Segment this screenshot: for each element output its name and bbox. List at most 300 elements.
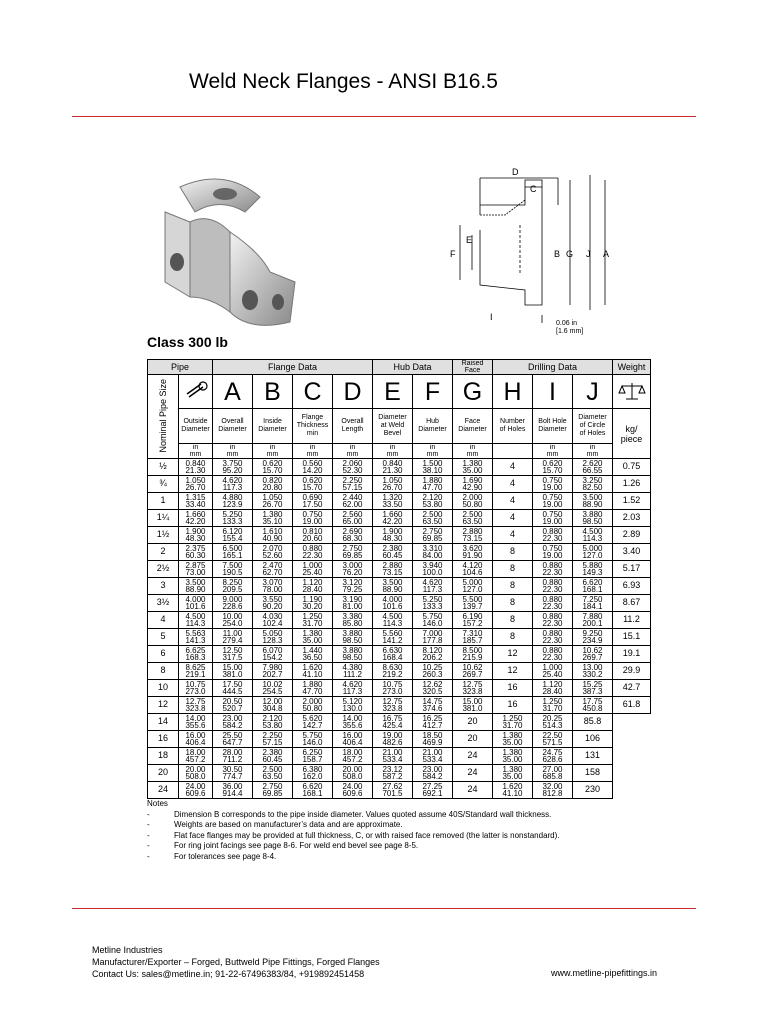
dim-d-cell <box>333 476 373 493</box>
value-in: 0.690 <box>302 492 323 502</box>
nominal-size-cell <box>148 731 179 748</box>
value-in: 1.380 <box>502 747 523 757</box>
value-in: 14.75 <box>422 696 443 706</box>
value-in: 1.120 <box>302 577 323 587</box>
value-mm: 234.9 <box>582 636 603 645</box>
value-in: 8.500 <box>462 645 483 655</box>
value-in: 2.000 <box>302 696 323 706</box>
note-item: - Dimension B corresponds to the pipe inside diameter. Values quoted assume 40S/Standard wall thickness. <box>147 809 552 819</box>
value-mm: 88.90 <box>582 500 603 509</box>
value-in: 2.380 <box>262 747 283 757</box>
value-mm: 425.4 <box>382 721 403 730</box>
dim-j-cell <box>573 561 613 578</box>
flange-3d-image <box>150 172 300 334</box>
table-row <box>148 782 651 799</box>
value-mm: 444.5 <box>222 687 243 696</box>
value-in: 0.620 <box>542 458 563 468</box>
value-mm: 508.0 <box>342 772 363 781</box>
holes-cell <box>453 748 493 765</box>
dim-j-cell <box>573 476 613 493</box>
value-in: 0.880 <box>542 645 563 655</box>
value-mm: 35.00 <box>462 466 483 475</box>
dim-c-cell <box>293 493 333 510</box>
value-mm: 40.90 <box>262 534 283 543</box>
table-row <box>148 510 651 527</box>
dim-c-cell <box>293 510 333 527</box>
desc-h <box>493 409 533 444</box>
dim-a-cell <box>213 714 253 731</box>
value-mm: 42.90 <box>462 483 483 492</box>
value-mm: 374.6 <box>422 704 443 713</box>
group-flange: Flange Data <box>213 360 373 375</box>
value-in: 7.000 <box>422 628 443 638</box>
value-in: 1.380 <box>262 509 283 519</box>
value-in: 2.620 <box>582 458 603 468</box>
holes-value: 16 <box>507 682 518 693</box>
nominal-size-value: 4 <box>160 614 166 625</box>
unit-in: in <box>192 444 199 451</box>
value-in: 2.120 <box>422 492 443 502</box>
dim-a-cell <box>213 748 253 765</box>
value-in: 15.00 <box>222 662 243 672</box>
dim-d-cell <box>333 561 373 578</box>
value-mm: 88.90 <box>382 585 403 594</box>
weight-value: 131 <box>584 750 601 761</box>
unit-cell <box>453 444 493 459</box>
value-mm: 215.9 <box>462 653 483 662</box>
dim-g-cell <box>453 561 493 578</box>
dim-d-cell <box>333 697 373 714</box>
value-in: 2.070 <box>262 543 283 553</box>
nominal-size-value: 20 <box>157 767 168 778</box>
dim-a-cell <box>213 544 253 561</box>
value-mm: 457.2 <box>185 755 206 764</box>
dim-e-cell <box>373 561 413 578</box>
holes-cell <box>493 493 533 510</box>
value-in: 2.750 <box>342 543 363 553</box>
dim-b-cell <box>253 595 293 612</box>
value-mm: 26.70 <box>185 483 206 492</box>
value-in: 7.500 <box>222 560 243 570</box>
holes-value: 8 <box>509 546 515 557</box>
column-description: of Holes <box>499 426 526 433</box>
holes-cell <box>493 561 533 578</box>
dim-b-cell <box>253 561 293 578</box>
table-row <box>148 544 651 561</box>
value-mm: 33.50 <box>382 500 403 509</box>
value-mm: 17.50 <box>302 500 323 509</box>
value-in: 2.000 <box>462 492 483 502</box>
nominal-size-value: 2 <box>160 546 166 557</box>
value-mm: 95.20 <box>222 466 243 475</box>
value-in: 5.250 <box>222 509 243 519</box>
value-mm: 330.2 <box>582 670 603 679</box>
value-in: 1.000 <box>302 560 323 570</box>
desc-e <box>373 409 413 444</box>
dim-a-cell <box>213 782 253 799</box>
dim-o-cell <box>179 629 213 646</box>
table-row <box>148 697 651 714</box>
value-mm: 101.6 <box>185 602 206 611</box>
value-in: 1.320 <box>382 492 403 502</box>
value-in: 0.620 <box>262 458 283 468</box>
value-mm: 35.00 <box>302 636 323 645</box>
value-in: 1.380 <box>462 458 483 468</box>
unit-in: in <box>349 444 356 451</box>
dim-i-cell <box>533 459 573 476</box>
value-in: 16.00 <box>342 730 363 740</box>
column-description: Hub <box>426 418 439 425</box>
value-in: 5.250 <box>422 594 443 604</box>
raised-face-note-in: 0.06 in <box>556 320 578 327</box>
nominal-size-value: 12 <box>157 699 168 710</box>
dim-e-cell <box>373 527 413 544</box>
value-in: 0.880 <box>542 628 563 638</box>
value-in: 3.190 <box>342 594 363 604</box>
dim-g-cell <box>453 578 493 595</box>
value-in: 1.000 <box>542 662 563 672</box>
dim-c-cell <box>293 544 333 561</box>
dim-a-cell <box>213 629 253 646</box>
dim-e-cell <box>373 544 413 561</box>
value-mm: 587.2 <box>382 772 403 781</box>
dim-c-cell <box>253 731 293 748</box>
value-mm: 48.30 <box>185 534 206 543</box>
dim-i-cell <box>493 714 533 731</box>
holes-value: 8 <box>509 631 515 642</box>
value-mm: 47.70 <box>422 483 443 492</box>
value-mm: 60.45 <box>382 551 403 560</box>
dim-a-cell <box>213 680 253 697</box>
value-in: 10.00 <box>222 611 243 621</box>
group-pipe: Pipe <box>148 360 213 375</box>
value-mm: 114.3 <box>185 619 206 628</box>
dim-o-cell <box>179 697 213 714</box>
holes-cell <box>493 612 533 629</box>
table-row <box>148 765 651 782</box>
dim-j-cell <box>573 612 613 629</box>
value-mm: 57.15 <box>262 738 283 747</box>
dim-i-cell <box>533 510 573 527</box>
dim-o-cell <box>179 714 213 731</box>
value-in: 30.50 <box>222 764 243 774</box>
value-in: 2.690 <box>342 526 363 536</box>
bottom-divider <box>72 908 696 909</box>
note-item: - For tolerances see page 8-4. <box>147 851 277 861</box>
unit-mm: mm <box>189 451 202 458</box>
value-mm: 76.20 <box>342 568 363 577</box>
weight-cell <box>613 646 651 663</box>
dim-b-cell <box>253 629 293 646</box>
dim-f-cell <box>413 476 453 493</box>
value-mm: 111.2 <box>343 670 362 679</box>
holes-value: 24 <box>467 767 478 778</box>
value-in: 2.880 <box>462 526 483 536</box>
nominal-size-cell <box>148 544 179 561</box>
table-row <box>148 646 651 663</box>
holes-cell <box>493 646 533 663</box>
footer-website[interactable]: www.metline-pipefittings.in <box>551 968 658 978</box>
value-mm: 15.70 <box>262 466 283 475</box>
holes-value: 8 <box>509 614 515 625</box>
value-mm: 100.0 <box>422 568 443 577</box>
dim-label-b: B <box>554 249 561 259</box>
value-in: 0.880 <box>542 594 563 604</box>
value-mm: 184.1 <box>582 602 603 611</box>
value-in: 1.250 <box>502 713 523 723</box>
value-mm: 88.90 <box>185 585 206 594</box>
value-mm: 81.00 <box>342 602 363 611</box>
value-in: 8.120 <box>422 645 443 655</box>
value-mm: 25.40 <box>542 670 563 679</box>
holes-value: 4 <box>509 461 515 472</box>
dim-j-cell <box>533 782 573 799</box>
dim-g-cell <box>453 663 493 680</box>
table-row <box>148 493 651 510</box>
value-mm: 62.70 <box>262 568 283 577</box>
value-in: 3.940 <box>422 560 443 570</box>
desc-d <box>333 409 373 444</box>
nominal-size-cell <box>148 578 179 595</box>
dim-g-cell <box>413 748 453 765</box>
value-mm: 406.4 <box>185 738 206 747</box>
dim-j-cell <box>533 748 573 765</box>
value-mm: 584.2 <box>422 772 443 781</box>
holes-cell <box>493 663 533 680</box>
dim-c-cell <box>253 782 293 799</box>
value-mm: 26.70 <box>262 500 283 509</box>
value-in: 2.060 <box>342 458 363 468</box>
value-in: 0.880 <box>542 526 563 536</box>
weight-cell <box>573 765 613 782</box>
dim-e-cell <box>373 646 413 663</box>
dim-e-cell <box>373 476 413 493</box>
weight-cell <box>613 629 651 646</box>
value-mm: 98.50 <box>342 636 363 645</box>
value-mm: 69.85 <box>422 534 443 543</box>
value-mm: 162.0 <box>302 772 323 781</box>
value-in: 6.120 <box>222 526 243 536</box>
notes-heading: Notes <box>147 799 168 808</box>
dim-f-cell <box>413 680 453 697</box>
nominal-size-cell <box>148 493 179 510</box>
value-mm: 69.85 <box>262 789 283 798</box>
value-in: 36.00 <box>222 781 243 791</box>
nominal-size-cell <box>148 612 179 629</box>
value-mm: 219.2 <box>382 670 403 679</box>
value-in: 32.00 <box>542 781 563 791</box>
dim-i-cell <box>533 493 573 510</box>
value-mm: 355.6 <box>185 721 206 730</box>
value-in: 27.25 <box>422 781 443 791</box>
value-in: 0.880 <box>542 577 563 587</box>
weight-cell <box>613 612 651 629</box>
dim-g-cell <box>453 476 493 493</box>
column-description: Diameter <box>458 426 487 433</box>
value-mm: 14.20 <box>302 466 323 475</box>
nominal-size-value: 1½ <box>156 529 170 540</box>
dim-c-cell <box>293 680 333 697</box>
value-in: 4.500 <box>582 526 603 536</box>
value-in: 7.310 <box>462 628 483 638</box>
unit-in: in <box>549 444 556 451</box>
weight-cell <box>613 680 651 697</box>
value-in: 1.500 <box>422 458 443 468</box>
dim-b-cell <box>253 612 293 629</box>
weight-cell <box>613 459 651 476</box>
value-in: 0.750 <box>542 509 563 519</box>
value-in: 4.030 <box>262 611 283 621</box>
value-mm: 219.1 <box>185 670 206 679</box>
dim-e-cell <box>373 595 413 612</box>
dim-a-cell <box>213 612 253 629</box>
value-in: 7.250 <box>582 594 603 604</box>
dim-i-cell <box>533 612 573 629</box>
value-mm: 31.70 <box>302 619 323 628</box>
dim-b-cell <box>253 493 293 510</box>
footer-tagline: Manufacturer/Exporter – Forged, Buttweld Pipe Fittings, Forged Flanges <box>92 957 380 967</box>
value-in: 25.50 <box>222 730 243 740</box>
weight-value: 19.1 <box>622 648 641 659</box>
value-in: 23.12 <box>382 764 403 774</box>
value-mm: 104.6 <box>462 568 483 577</box>
value-in: 17.75 <box>582 696 603 706</box>
value-mm: 21.30 <box>185 466 206 475</box>
value-mm: 139.7 <box>462 602 483 611</box>
value-in: 4.620 <box>422 577 443 587</box>
dim-f-cell <box>413 697 453 714</box>
value-mm: 117.3 <box>222 483 243 492</box>
dim-j-cell <box>573 595 613 612</box>
value-mm: 323.8 <box>185 704 206 713</box>
dim-f-cell <box>413 612 453 629</box>
weight-value: 5.17 <box>622 563 641 574</box>
dim-o-cell <box>179 612 213 629</box>
value-mm: 36.50 <box>302 653 323 662</box>
column-description: Diameter <box>378 414 407 421</box>
letter-c: C <box>293 375 333 409</box>
value-mm: 79.25 <box>342 585 363 594</box>
unit-mm: mm <box>546 451 559 458</box>
dim-e-cell <box>333 748 373 765</box>
value-mm: 127.0 <box>582 551 603 560</box>
value-in: 0.880 <box>542 560 563 570</box>
letter-e: E <box>373 375 413 409</box>
table-row <box>148 731 651 748</box>
group-hub: Hub Data <box>373 360 453 375</box>
column-description: Length <box>341 426 364 433</box>
value-mm: 31.70 <box>542 704 563 713</box>
unit-mm: mm <box>586 451 599 458</box>
value-in: 1.050 <box>262 492 283 502</box>
value-mm: 73.15 <box>462 534 483 543</box>
dim-f-cell <box>413 493 453 510</box>
column-description: Diameter <box>218 426 247 433</box>
dim-a-cell <box>213 459 253 476</box>
unit-cell <box>573 444 613 459</box>
desc-pipe-od <box>179 409 213 444</box>
value-in: 6.630 <box>382 645 403 655</box>
value-in: 3.070 <box>262 577 283 587</box>
value-in: 10.75 <box>382 679 403 689</box>
value-mm: 381.0 <box>222 670 243 679</box>
nominal-size-cell <box>148 714 179 731</box>
dim-c-cell <box>293 697 333 714</box>
value-in: 20.00 <box>185 764 206 774</box>
dim-g-cell <box>453 459 493 476</box>
dim-f-cell <box>413 459 453 476</box>
value-in: 24.00 <box>342 781 363 791</box>
holes-cell <box>453 714 493 731</box>
dim-c-cell <box>293 527 333 544</box>
value-in: 2.880 <box>382 560 403 570</box>
holes-cell <box>493 680 533 697</box>
value-in: 5.050 <box>262 628 283 638</box>
dim-c-cell <box>293 459 333 476</box>
column-description: Bolt Hole <box>538 418 567 425</box>
unit-cell <box>293 444 333 459</box>
value-in: 12.75 <box>382 696 403 706</box>
weight-cell <box>613 476 651 493</box>
value-in: 0.840 <box>185 458 206 468</box>
value-mm: 22.30 <box>542 653 563 662</box>
desc-a <box>213 409 253 444</box>
dim-b-cell <box>253 459 293 476</box>
dim-e-cell <box>333 765 373 782</box>
unit-mm: mm <box>466 451 479 458</box>
desc-f <box>413 409 453 444</box>
dim-i-cell <box>533 629 573 646</box>
nominal-size-cell <box>148 748 179 765</box>
desc-j <box>573 409 613 444</box>
nominal-size-value: 18 <box>157 750 168 761</box>
value-mm: 200.1 <box>582 619 603 628</box>
value-in: 0.750 <box>542 475 563 485</box>
value-mm: 914.4 <box>222 789 243 798</box>
value-mm: 168.3 <box>185 653 206 662</box>
value-in: 3.880 <box>582 509 603 519</box>
value-mm: 130.0 <box>342 704 363 713</box>
value-in: 1.315 <box>185 492 206 502</box>
value-mm: 209.5 <box>222 585 243 594</box>
value-in: 23.00 <box>422 764 443 774</box>
value-in: 2.500 <box>462 509 483 519</box>
table-row <box>148 459 651 476</box>
value-in: 6.380 <box>302 764 323 774</box>
dim-f-cell <box>413 578 453 595</box>
value-in: 13.00 <box>582 662 603 672</box>
dim-i-cell <box>533 578 573 595</box>
dim-o-cell <box>179 459 213 476</box>
value-in: 1.610 <box>262 526 283 536</box>
nominal-size-cell <box>148 459 179 476</box>
value-mm: 450.8 <box>582 704 603 713</box>
column-description: Overall <box>221 418 244 425</box>
dim-f-cell <box>413 663 453 680</box>
table-row <box>148 663 651 680</box>
value-mm: 50.80 <box>462 500 483 509</box>
dim-o-cell <box>179 646 213 663</box>
value-mm: 22.30 <box>542 619 563 628</box>
value-in: 2.500 <box>262 764 283 774</box>
value-mm: 123.9 <box>222 500 243 509</box>
weight-value: 2.89 <box>622 529 641 540</box>
value-in: 1.050 <box>185 475 206 485</box>
desc-b <box>253 409 293 444</box>
unit-cell <box>253 444 293 459</box>
value-mm: 60.30 <box>185 551 206 560</box>
holes-value: 12 <box>507 665 518 676</box>
